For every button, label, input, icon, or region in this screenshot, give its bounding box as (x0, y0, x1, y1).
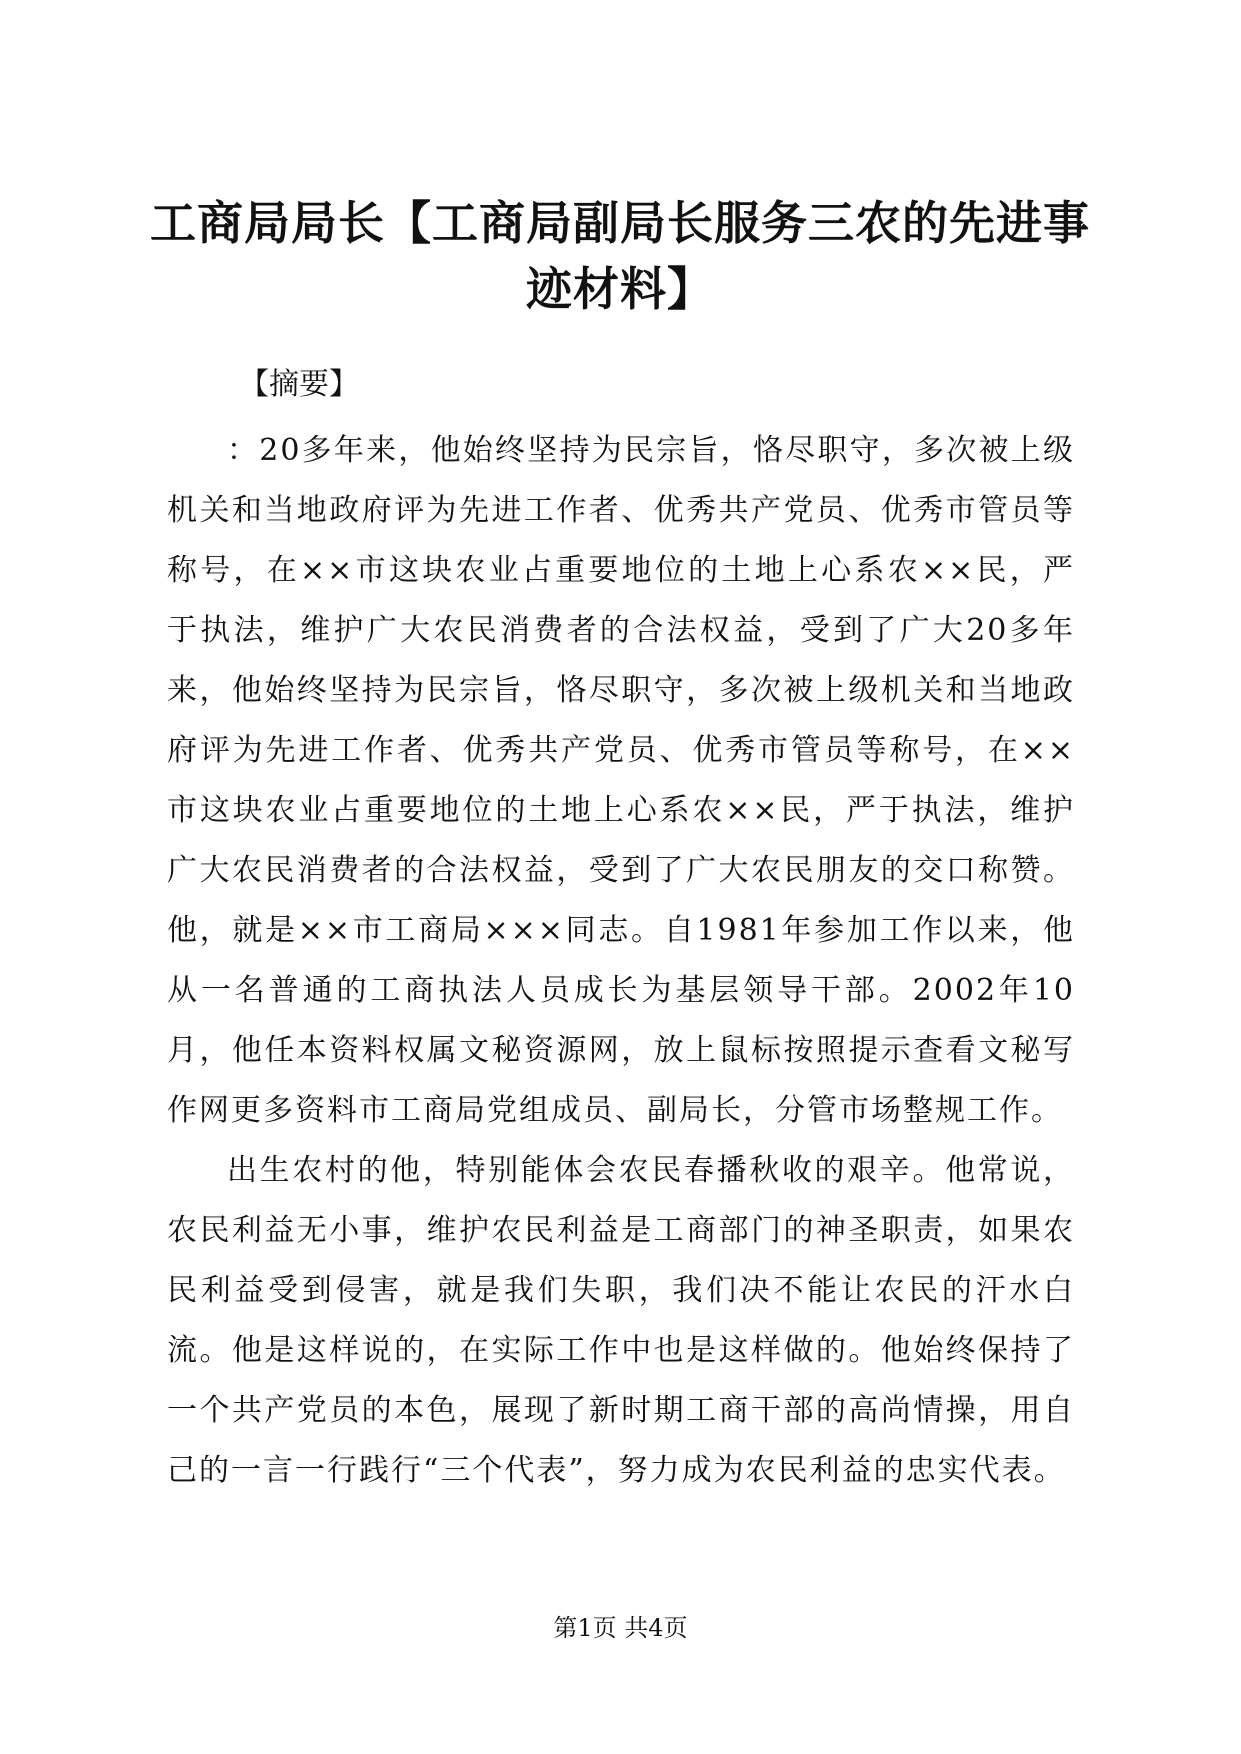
page-footer: 第1页 共4页 (553, 1614, 688, 1642)
document-title: 工商局局长【工商局副局长服务三农的先进事迹材料】 (150, 196, 1090, 316)
paragraph-1: ：20多年来，他始终坚持为民宗旨，恪尽职守，多次被上级机关和当地政府评为先进工作者、优秀共产党员、优秀市管员等称号，在××市这块农业占重要地位的土地上心系农××民，严于执法，维护广大农民消费者的合法权益，受到了广大20多年来，他始终坚持为民宗旨，恪尽职守，多次被上级机关和当地政府评为先进工作者、优秀共产党员、优秀市管员等称号，在××市这块农业占重要地位的土地上心系农××民，严于执法，维护广大农民消费者的合法权益，受到了广大农民朋友的交口称赞。他，就是××市工商局×××同志。自1981年参加工作以来，他从一名普通的工商执法人员成长为基层领导干部。2002年10月，他任本资料权属文秘资源网，放上鼠标按照提示查看文秘写作网更多资料市工商局党组成员、副局长，分管市场整规工作。 (167, 433, 1075, 1128)
abstract-label: 【摘要】 (239, 367, 359, 402)
document-body (167, 355, 1075, 1501)
paragraph-2: 出生农村的他，特别能体会农民春播秋收的艰辛。他常说，农民利益无小事，维护农民利益是工商部门的神圣职责，如果农民利益受到侵害，就是我们失职，我们决不能让农民的汗水白流。他是这样说的，在实际工作中也是这样做的。他始终保持了一个共产党员的本色，展现了新时期工商干部的高尚情操，用自己的一言一行践行“三个代表”，努力成为农民利益的忠实代表。 (167, 1153, 1075, 1488)
